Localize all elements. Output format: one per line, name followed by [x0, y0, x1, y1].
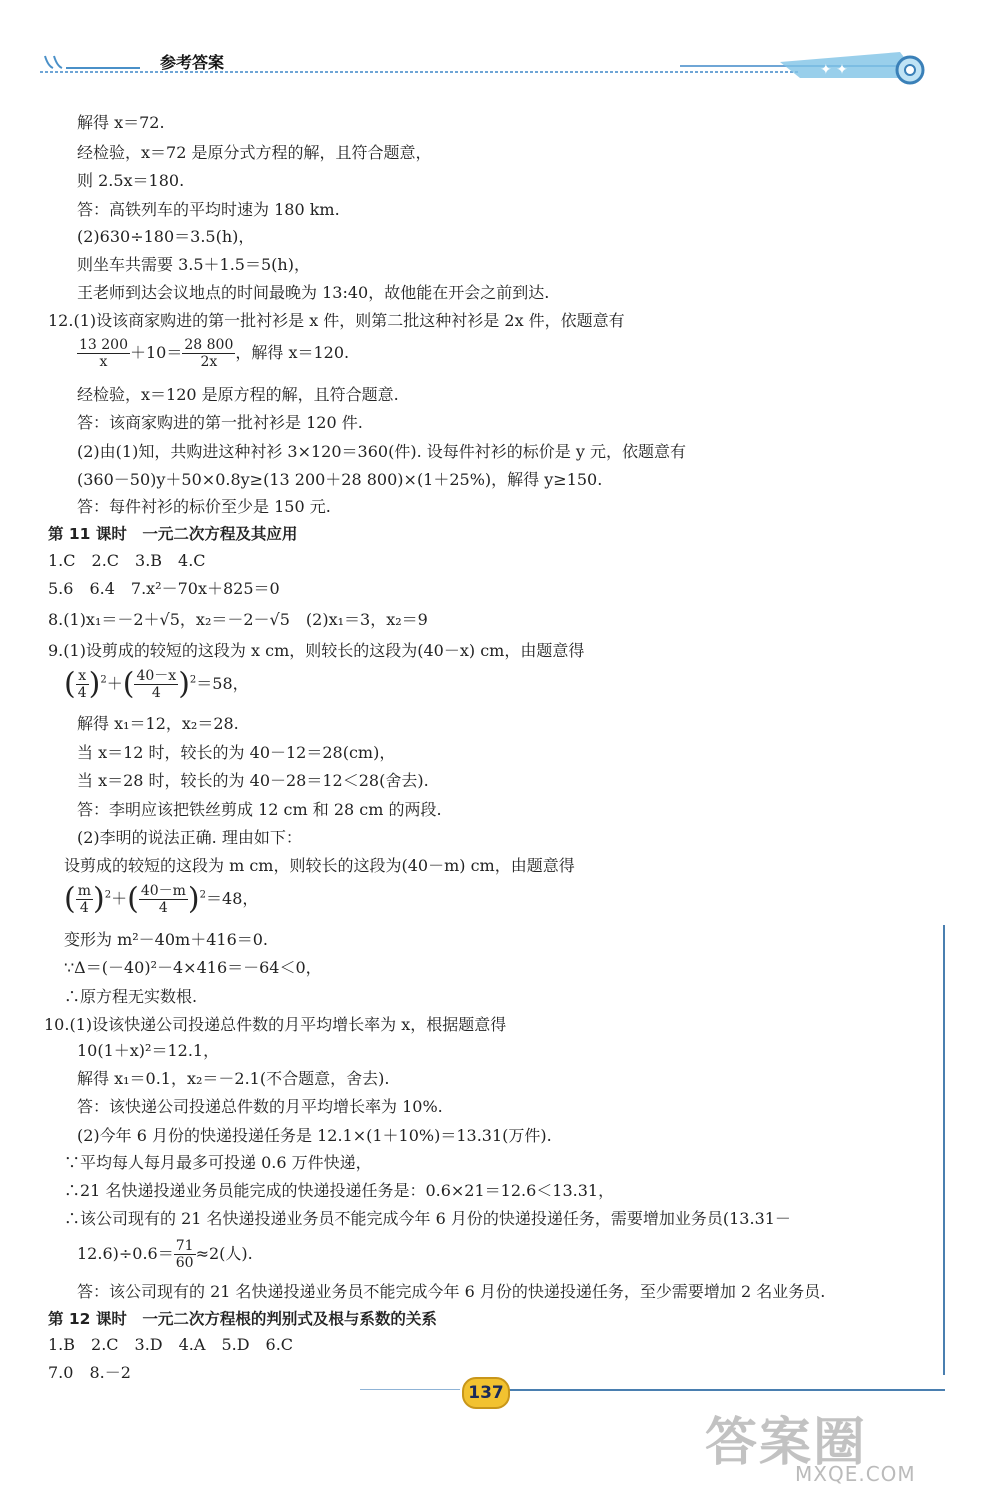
answer-line: 答：该快递公司投递总件数的月平均增长率为 10%. — [77, 1097, 443, 1116]
svg-text:✦ ✦: ✦ ✦ — [820, 62, 848, 78]
section-heading: 第 12 课时 一元二次方程根的判别式及根与系数的关系 — [48, 1310, 437, 1328]
watermark-logo: 答案圈 — [705, 1413, 868, 1473]
answer-line: 当 x＝12 时，较长的为 40－12＝28(cm)， — [77, 743, 396, 762]
equation-line: 12.6)÷0.6＝ $\frac{71}{60}$ ≈2(人). — [77, 1238, 253, 1271]
answer-line: 5.6 6.4 7.x²－70x＋825＝0 — [48, 579, 280, 598]
answer-line: 答：李明应该把铁丝剪成 12 cm 和 28 cm 的两段. — [77, 800, 442, 819]
answer-line: 10(1＋x)²＝12.1， — [77, 1041, 220, 1060]
answer-line: 解得 x₁＝12，x₂＝28. — [77, 714, 239, 733]
answer-line: 7.0 8.－2 — [48, 1363, 131, 1382]
answer-line: ∴原方程无实数根. — [64, 987, 198, 1006]
answer-line: ∵平均每人每月最多可投递 0.6 万件快递， — [64, 1153, 372, 1172]
answer-line: 答：高铁列车的平均时速为 180 km. — [77, 200, 340, 219]
answer-line: 答：该商家购进的第一批衬衫是 120 件. — [77, 413, 363, 432]
fraction: $\frac{13 200}{x}$ — [79, 337, 128, 370]
fraction: $\frac{40-x}{4}$ — [136, 668, 177, 701]
answer-line: 变形为 m²－40m＋416＝0. — [64, 930, 269, 949]
answer-line: (360－50)y＋50×0.8y≥(13 200＋28 800)×(1＋25%)，解得 y≥150. — [77, 470, 603, 489]
answer-line: (2)由(1)知，共购进这种衬衫 3×120＝360(件). 设每件衬衫的标价是 y 元，依题意有 — [77, 442, 686, 461]
answer-line: (2)630÷180＝3.5(h)， — [77, 227, 255, 246]
answer-line: ∵Δ＝(－40)²－4×416＝－64＜0， — [64, 958, 322, 977]
watermark-url: MXQE.COM — [795, 1462, 916, 1486]
footer-line — [505, 1389, 945, 1391]
answer-line: 经检验，x＝72 是原分式方程的解，且符合题意， — [77, 143, 432, 162]
equation-line: ( $\frac{m}{4}$ )$^2$＋( $\frac{40-m}{4}$ )$^2$＝48， — [64, 881, 259, 917]
answer-line: 设剪成的较短的这段为 m cm，则较长的这段为(40－m) cm，由题意得 — [64, 856, 575, 875]
margin-line — [943, 925, 945, 1375]
fraction: $\frac{m}{4}$ — [77, 883, 91, 916]
question-9: 9.(1)设剪成的较短的这段为 x cm，则较长的这段为(40－x) cm，由题意得 — [48, 641, 585, 660]
question-12: 12.(1)设该商家购进的第一批衬衫是 x 件，则第二批这种衬衫是 2x 件，依题意有 — [48, 311, 625, 330]
footer-line-left — [360, 1389, 460, 1390]
question-10: 10.(1)设该快递公司投递总件数的月平均增长率为 x，根据题意得 — [44, 1015, 507, 1034]
answer-line: 答：每件衬衫的标价至少是 150 元. — [77, 497, 331, 516]
answer-line: 8.(1)x₁＝－2＋√5，x₂＝－2－√5 (2)x₁＝3，x₂＝9 — [48, 610, 428, 629]
answer-line: ∴该公司现有的 21 名快递投递业务员不能完成今年 6 月份的快递投递任务，需要增加业务员(13.31－ — [64, 1209, 791, 1228]
fraction: $\frac{28 800}{2x}$ — [184, 337, 234, 370]
answer-line: 经检验，x＝120 是原方程的解，且符合题意. — [77, 385, 399, 404]
answer-line: 则坐车共需要 3.5＋1.5＝5(h)， — [77, 255, 310, 274]
answer-line: 1.B 2.C 3.D 4.A 5.D 6.C — [48, 1335, 294, 1354]
answer-line: 当 x＝28 时，较长的为 40－28＝12＜28(舍去). — [77, 771, 429, 790]
answer-line: 解得 x＝72. — [77, 113, 165, 132]
answer-line: (2)今年 6 月份的快递投递任务是 12.1×(1＋10%)＝13.31(万件). — [77, 1126, 552, 1145]
header-title: 参考答案 — [160, 53, 225, 72]
answer-line: 则 2.5x＝180. — [77, 171, 185, 190]
answer-line: 解得 x₁＝0.1，x₂＝－2.1(不合题意，舍去). — [77, 1069, 390, 1088]
fraction: $\frac{x}{4}$ — [77, 668, 87, 701]
fraction: $\frac{40-m}{4}$ — [140, 883, 186, 916]
page-number: 137 — [462, 1377, 510, 1409]
answer-line: 王老师到达会议地点的时间最晚为 13:40，故他能在开会之前到达. — [77, 283, 550, 302]
page-header — [40, 48, 935, 88]
answer-line: ∴21 名快递投递业务员能完成的快递投递任务是：0.6×21＝12.6＜13.31， — [64, 1181, 615, 1200]
fraction: $\frac{71}{60}$ — [175, 1238, 194, 1271]
equation-line: $\frac{13 200}{x}$ ＋10＝ $\frac{28 800}{2x}$ ，解得 x＝120. — [79, 337, 350, 370]
answer-line: 答：该公司现有的 21 名快递投递业务员不能完成今年 6 月份的快递投递任务，至少需要增加 2 名业务员. — [77, 1282, 826, 1301]
answer-line: 1.C 2.C 3.B 4.C — [48, 551, 206, 570]
section-heading: 第 11 课时 一元二次方程及其应用 — [48, 525, 298, 543]
answer-line: (2)李明的说法正确. 理由如下： — [77, 828, 302, 847]
equation-line: ( $\frac{x}{4}$ )$^2$＋( $\frac{40-x}{4}$ )$^2$＝58， — [64, 666, 249, 702]
